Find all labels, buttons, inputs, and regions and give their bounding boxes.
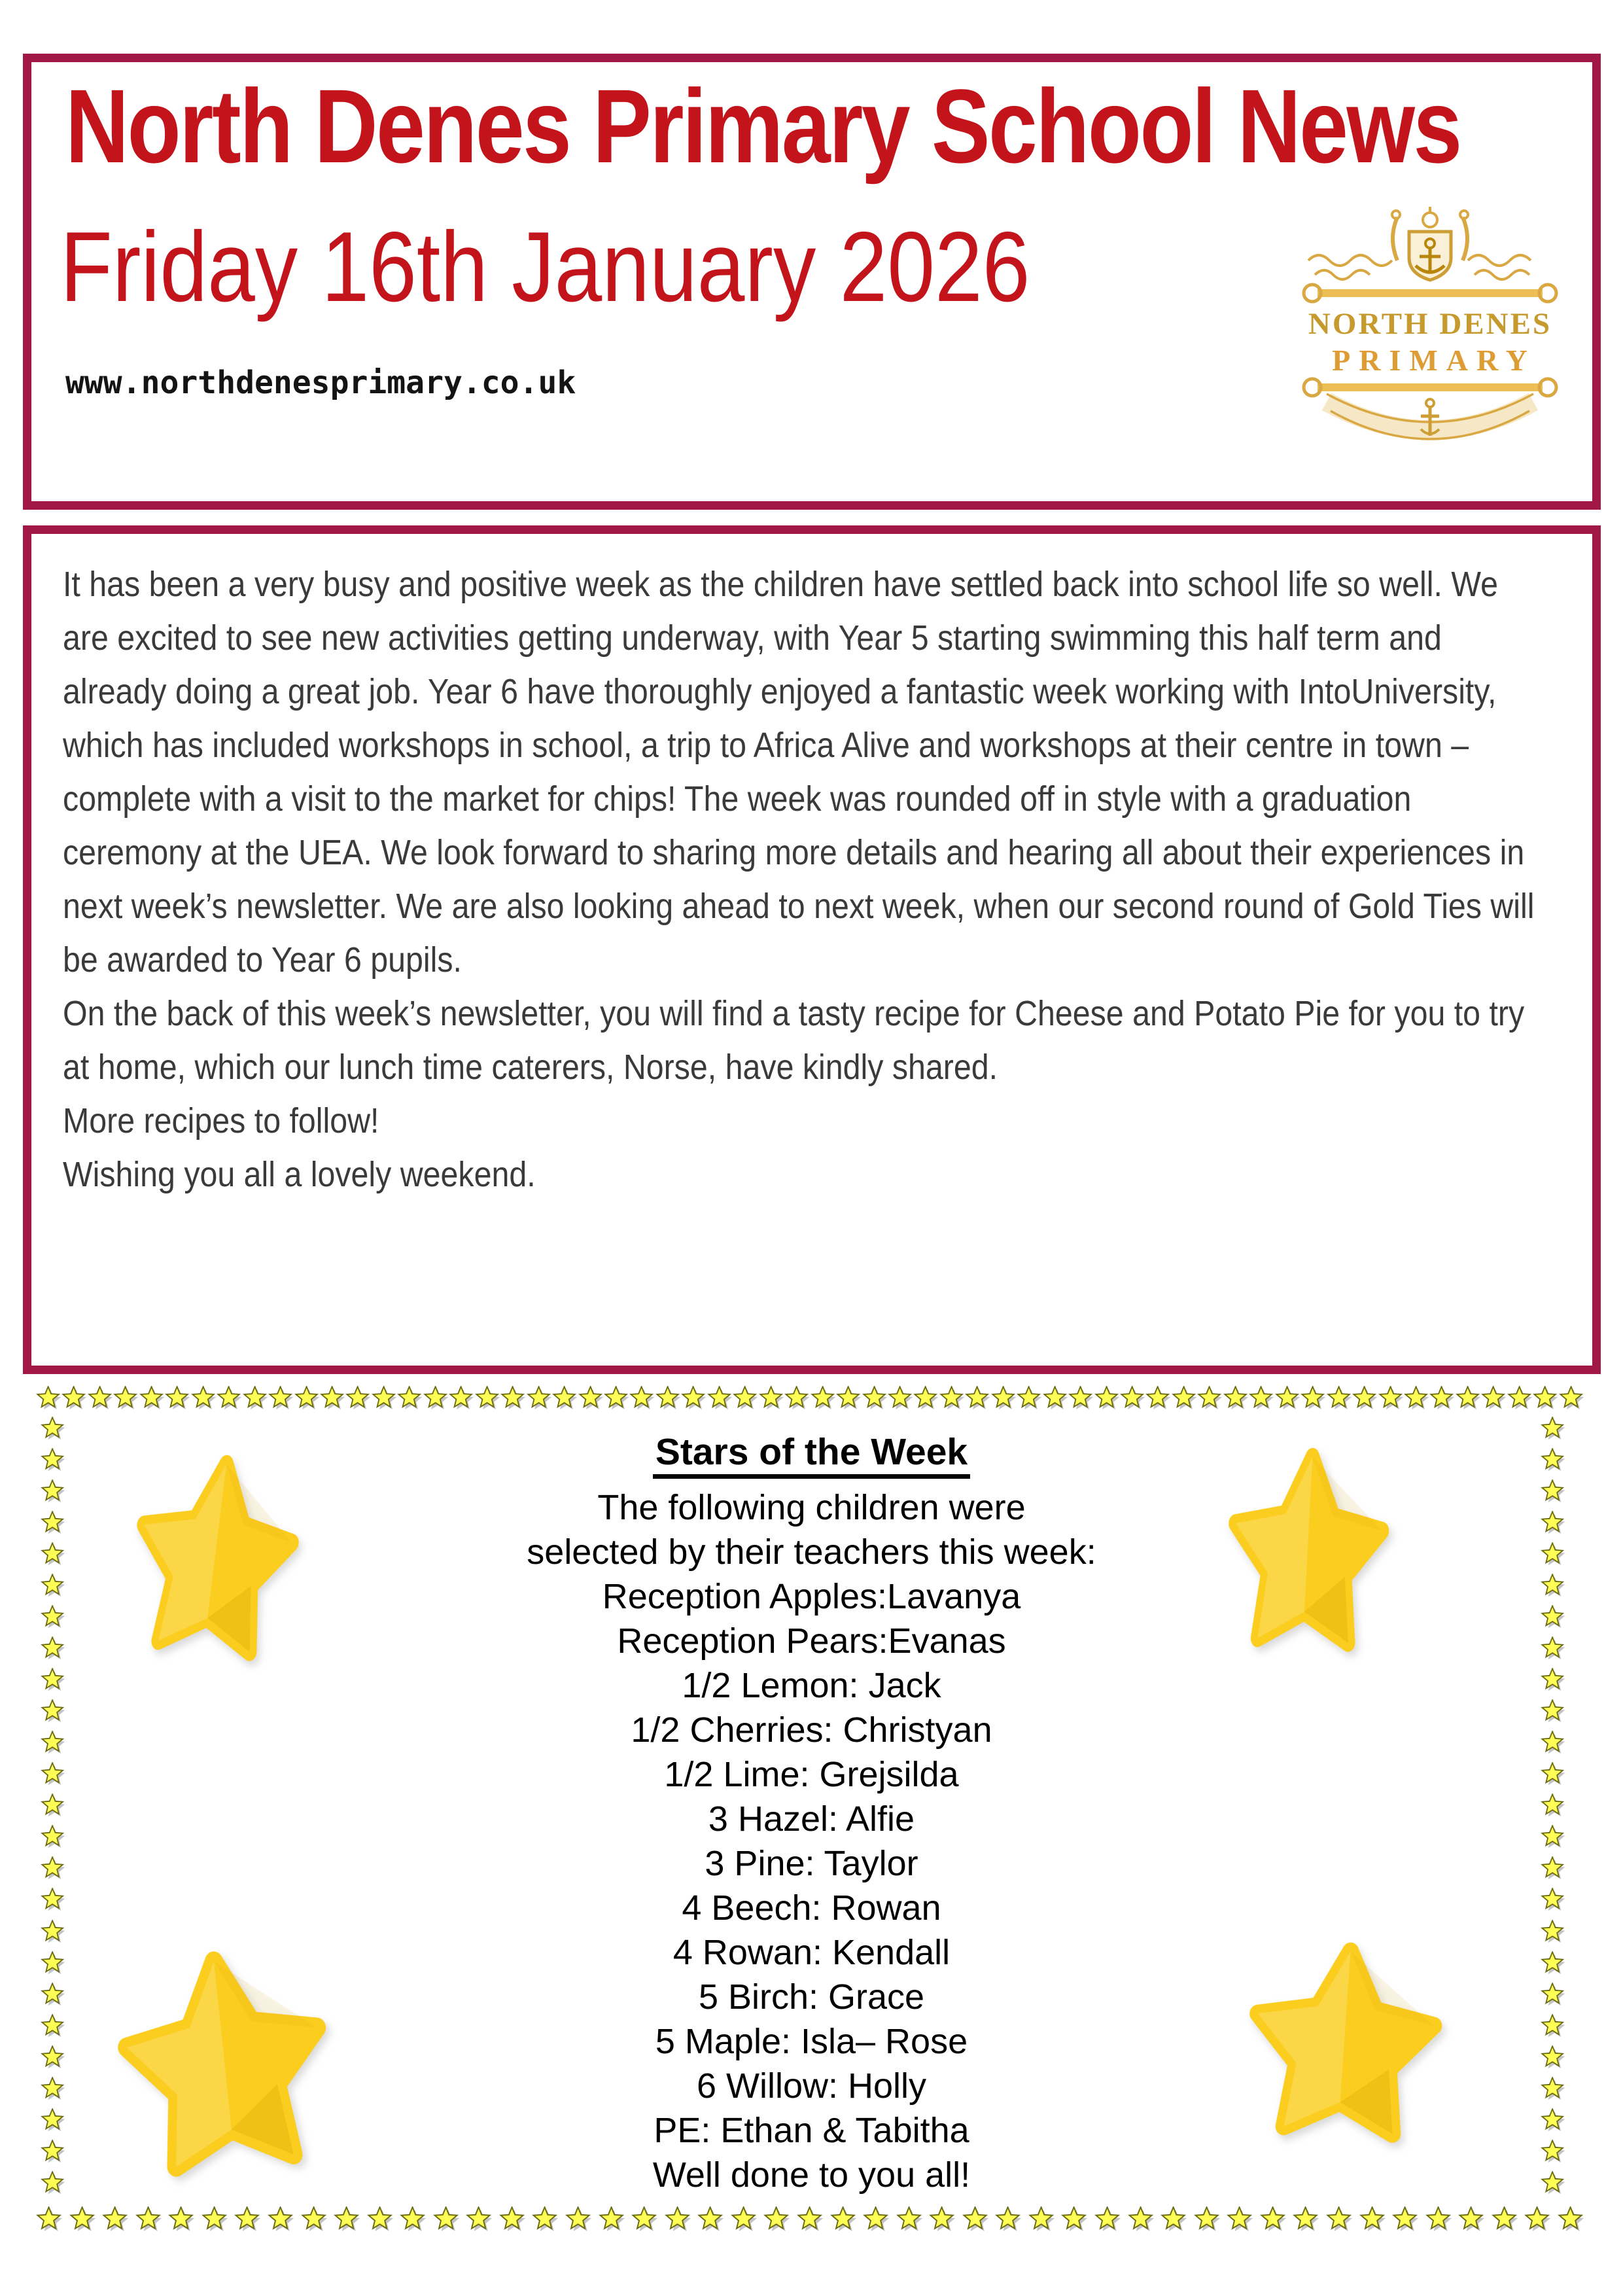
- small-star-icon: [1326, 2206, 1352, 2233]
- small-star-icon: [1043, 1386, 1068, 1411]
- small-star-icon: [102, 2206, 128, 2233]
- small-star-icon: [629, 1386, 654, 1411]
- small-star-icon: [1378, 1386, 1403, 1411]
- small-star-icon: [565, 2206, 591, 2233]
- small-star-icon: [863, 2206, 889, 2233]
- small-star-icon: [1028, 2206, 1055, 2233]
- waves-icon: [1308, 255, 1392, 266]
- small-star-icon: [1481, 1386, 1506, 1411]
- logo-school-type: PRIMARY: [1332, 344, 1536, 377]
- small-star-icon: [433, 2206, 459, 2233]
- small-star-icon: [1458, 2206, 1484, 2233]
- small-star-icon: [475, 1386, 500, 1411]
- small-star-icon: [88, 1386, 113, 1411]
- small-star-icon: [334, 2206, 360, 2233]
- small-star-icon: [697, 2206, 724, 2233]
- small-star-icon: [1492, 2206, 1518, 2233]
- newsletter-date: Friday 16th January 2026: [60, 211, 1030, 323]
- small-star-icon: [1275, 1386, 1300, 1411]
- stars-line: 1/2 Cherries: Christyan: [631, 1710, 992, 1750]
- school-crest-logo: [1299, 194, 1561, 476]
- small-star-icon: [1392, 2206, 1418, 2233]
- small-star-icon: [862, 1386, 887, 1411]
- small-star-icon: [707, 1386, 732, 1411]
- small-star-icon: [929, 2206, 955, 2233]
- small-star-icon: [830, 2206, 856, 2233]
- small-star-icon: [896, 2206, 922, 2233]
- small-star-icon: [1227, 2206, 1253, 2233]
- small-star-icon: [995, 2206, 1021, 2233]
- small-star-icon: [1507, 1386, 1532, 1411]
- stars-line: Reception Apples:Lavanya: [602, 1577, 1021, 1616]
- star-border-bottom: [36, 2206, 1584, 2233]
- stars-heading: Stars of the Week: [653, 1432, 970, 1479]
- small-star-icon: [991, 1386, 1016, 1411]
- stars-line: 1/2 Lime: Grejsilda: [664, 1755, 959, 1794]
- intro-paragraph: More recipes to follow!: [63, 1101, 379, 1140]
- intro-paragraph: On the back of this week’s newsletter, you will find a tasty recipe for Cheese and Potato Pie for you to try at home, which our lunch time caterers, Norse, have kindly shared.: [63, 994, 1525, 1087]
- school-website-link[interactable]: www.northdenesprimary.co.uk: [65, 364, 576, 401]
- small-star-icon: [1194, 2206, 1220, 2233]
- stars-line: 3 Pine: Taylor: [705, 1844, 918, 1883]
- small-star-icon: [372, 1386, 396, 1411]
- small-star-icon: [345, 1386, 370, 1411]
- small-star-icon: [731, 2206, 757, 2233]
- small-star-icon: [243, 1386, 268, 1411]
- intro-paragraph: It has been a very busy and positive week as the children have settled back into school life so well. We are excited to see new activities getting underway, with Year 5 starting swimming this half term and already doing a great job. Year 6 have thoroughly enjoyed a fantastic week working with IntoUniversity, which has included workshops in school, a trip to Africa Alive and workshops at their centre in town – complete with a visit to the market for chips! The week was rounded off in style with a graduation ceremony at the UEA. We look forward to sharing more details and hearing all about their experiences in next week’s newsletter. We are also looking ahead to next week, when our second round of Gold Ties will be awarded to Year 6 pupils.: [63, 565, 1535, 980]
- small-star-icon: [400, 2206, 426, 2233]
- small-star-icon: [449, 1386, 474, 1411]
- small-star-icon: [168, 2206, 194, 2233]
- small-star-icon: [1128, 2206, 1154, 2233]
- school-crest-icon: [1299, 194, 1561, 476]
- small-star-icon: [1145, 1386, 1170, 1411]
- small-star-icon: [268, 2206, 294, 2233]
- small-star-icon: [604, 1386, 629, 1411]
- small-star-icon: [1300, 1386, 1325, 1411]
- small-star-icon: [201, 2206, 228, 2233]
- stars-line: The following children were: [597, 1488, 1026, 1527]
- small-star-icon: [1161, 2206, 1187, 2233]
- stars-text-block: [0, 1432, 1623, 2197]
- small-star-icon: [1094, 1386, 1119, 1411]
- small-star-icon: [759, 1386, 784, 1411]
- small-star-icon: [552, 1386, 577, 1411]
- stars-line: Reception Pears:Evanas: [617, 1621, 1006, 1661]
- small-star-icon: [1404, 1386, 1429, 1411]
- small-star-icon: [527, 1386, 551, 1411]
- crest-orb-icon: [1423, 213, 1437, 227]
- small-star-icon: [578, 1386, 603, 1411]
- small-star-icon: [36, 2206, 62, 2233]
- small-star-icon: [1249, 1386, 1274, 1411]
- small-star-icon: [367, 2206, 393, 2233]
- small-star-icon: [1524, 2206, 1550, 2233]
- small-star-icon: [913, 1386, 938, 1411]
- small-star-icon: [466, 2206, 492, 2233]
- small-star-icon: [397, 1386, 422, 1411]
- small-star-icon: [423, 1386, 448, 1411]
- small-star-icon: [69, 2206, 96, 2233]
- small-star-icon: [191, 1386, 216, 1411]
- small-star-icon: [681, 1386, 706, 1411]
- small-star-icon: [763, 2206, 790, 2233]
- small-star-icon: [811, 1386, 835, 1411]
- small-star-icon: [1429, 1386, 1454, 1411]
- small-star-icon: [1359, 2206, 1386, 2233]
- small-star-icon: [1197, 1386, 1222, 1411]
- small-star-icon: [1017, 1386, 1041, 1411]
- small-star-icon: [836, 1386, 861, 1411]
- small-star-icon: [320, 1386, 345, 1411]
- small-star-icon: [939, 1386, 964, 1411]
- small-star-icon: [1172, 1386, 1196, 1411]
- small-star-icon: [631, 2206, 657, 2233]
- small-star-icon: [268, 1386, 293, 1411]
- small-star-icon: [61, 1386, 86, 1411]
- logo-school-name: NORTH DENES: [1308, 307, 1552, 341]
- stars-line: 4 Beech: Rowan: [682, 1888, 941, 1928]
- newsletter-title: North Denes Primary School News: [65, 67, 1461, 185]
- small-star-icon: [36, 1386, 61, 1411]
- small-star-icon: [1456, 1386, 1480, 1411]
- small-star-icon: [139, 1386, 164, 1411]
- stars-line: PE: Ethan & Tabitha: [654, 2111, 969, 2150]
- intro-paragraphs: [63, 557, 1550, 1201]
- stars-line: 1/2 Lemon: Jack: [682, 1666, 941, 1705]
- small-star-icon: [1533, 1386, 1558, 1411]
- small-star-icon: [165, 1386, 190, 1411]
- small-star-icon: [962, 2206, 988, 2233]
- stars-line: 5 Birch: Grace: [698, 1977, 925, 2017]
- small-star-icon: [113, 1386, 138, 1411]
- stars-of-week-section: [0, 1381, 1623, 2238]
- stars-line: selected by their teachers this week:: [527, 1532, 1096, 1572]
- small-star-icon: [532, 2206, 558, 2233]
- small-star-icon: [135, 2206, 162, 2233]
- small-star-icon: [1068, 1386, 1093, 1411]
- small-star-icon: [1352, 1386, 1377, 1411]
- stars-line: 4 Rowan: Kendall: [672, 1933, 951, 1972]
- small-star-icon: [1094, 2206, 1121, 2233]
- stars-line: Well done to you all!: [652, 2155, 971, 2195]
- small-star-icon: [733, 1386, 758, 1411]
- small-star-icon: [965, 1386, 990, 1411]
- small-star-icon: [301, 2206, 327, 2233]
- small-star-icon: [1558, 2206, 1584, 2233]
- small-star-icon: [1293, 2206, 1319, 2233]
- small-star-icon: [797, 2206, 823, 2233]
- small-star-icon: [1260, 2206, 1286, 2233]
- small-star-icon: [234, 2206, 260, 2233]
- stars-line: 6 Willow: Holly: [696, 2066, 927, 2106]
- small-star-icon: [1120, 1386, 1145, 1411]
- small-star-icon: [784, 1386, 809, 1411]
- small-star-icon: [499, 2206, 525, 2233]
- small-star-icon: [655, 1386, 680, 1411]
- small-star-icon: [1327, 1386, 1352, 1411]
- small-star-icon: [1061, 2206, 1087, 2233]
- stars-line: 3 Hazel: Alfie: [708, 1799, 915, 1839]
- small-star-icon: [500, 1386, 525, 1411]
- stars-lines: [0, 1485, 1623, 2197]
- small-star-icon: [217, 1386, 241, 1411]
- small-star-icon: [1559, 1386, 1584, 1411]
- intro-box: [23, 525, 1601, 1374]
- small-star-icon: [665, 2206, 691, 2233]
- small-star-icon: [599, 2206, 625, 2233]
- stars-line: 5 Maple: Isla– Rose: [655, 2022, 968, 2061]
- star-border-top: [36, 1386, 1584, 1411]
- small-star-icon: [294, 1386, 319, 1411]
- intro-paragraph: Wishing you all a lovely weekend.: [63, 1155, 536, 1194]
- small-star-icon: [1425, 2206, 1452, 2233]
- header-box: [23, 54, 1601, 510]
- small-star-icon: [1223, 1386, 1248, 1411]
- small-star-icon: [888, 1386, 913, 1411]
